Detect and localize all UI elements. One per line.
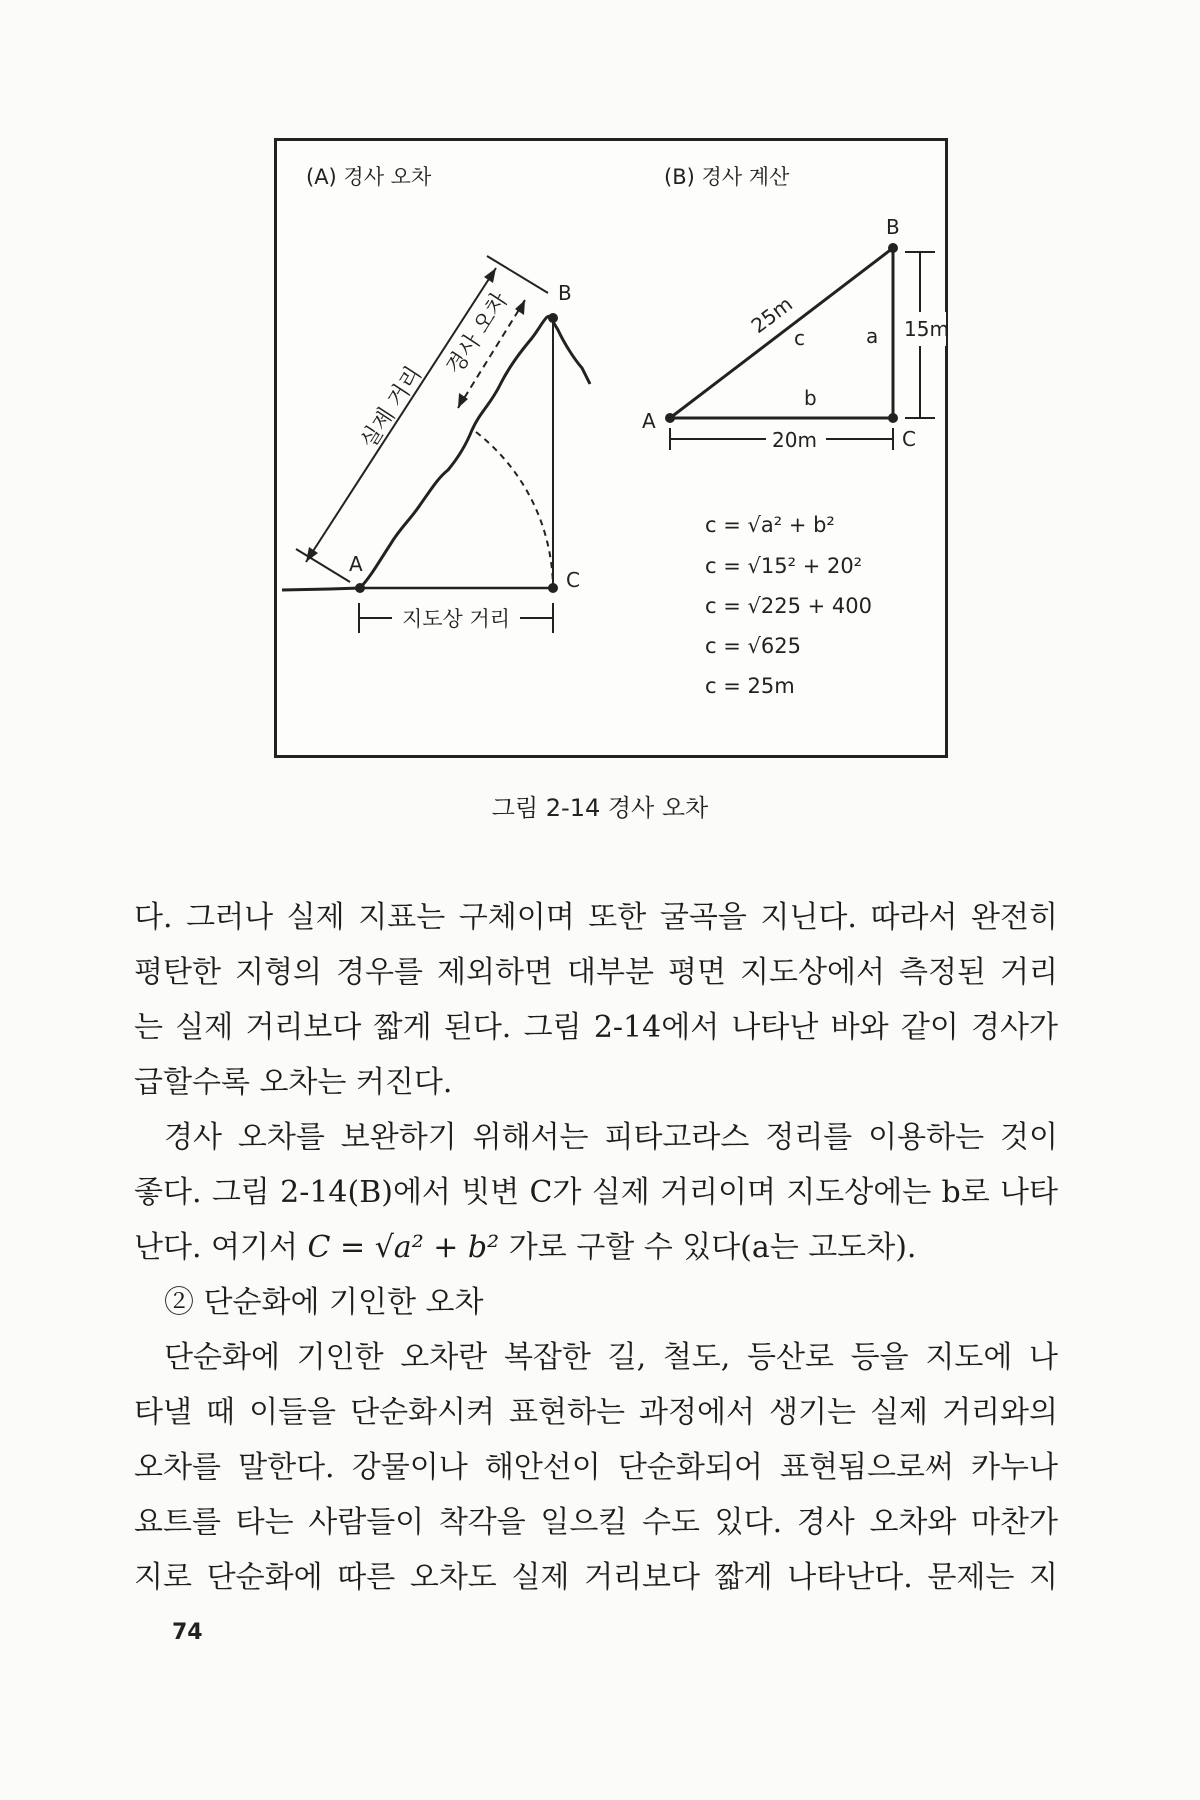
paragraph-line [134, 1220, 1058, 1275]
point-c-marker [548, 583, 558, 593]
paragraph-line: 지로 단순화에 따른 오차도 실제 거리보다 짧게 나타난다. 문제는 지 [134, 1560, 1058, 1595]
paragraph-line: 평탄한 지형의 경우를 제외하면 대부분 평면 지도상에서 측정된 거리 [134, 955, 1058, 990]
paragraph-line: 좋다. 그림 2-14(B)에서 빗변 C가 실제 거리이며 지도상에는 b로 나타 [134, 1175, 1058, 1210]
tri-point-b: B [886, 215, 900, 239]
equation-1: c = √a² + b² [705, 513, 835, 537]
panel-b-title: (B) 경사 계산 [664, 165, 790, 189]
tri-base: 20m [772, 428, 817, 452]
section-heading: ② 단순화에 기인한 오차 [164, 1285, 484, 1320]
point-b-marker [548, 313, 558, 323]
panel-a-point-a: A [349, 552, 363, 576]
panel-a-point-c: C [566, 568, 580, 592]
equation-4: c = √625 [705, 634, 801, 658]
formula-suffix: 가로 구할 수 있다(a는 고도차). [508, 1230, 917, 1265]
tri-hyp-length: 25m [746, 291, 797, 338]
label-slope-error: 경사 오차 [442, 288, 514, 380]
paragraph-line: 다. 그러나 실제 지표는 구체이며 또한 굴곡을 지닌다. 따라서 완전히 [134, 900, 1058, 935]
tri-point-a: A [642, 409, 656, 433]
figure-2-14 [0, 0, 1200, 800]
paragraph-line: 는 실제 거리보다 짧게 된다. 그림 2-14에서 나타난 바와 같이 경사가 [134, 1010, 1058, 1045]
slope-error-arc [476, 432, 553, 588]
body-text [134, 890, 1058, 1605]
tri-height: 15m [904, 317, 949, 341]
page-number: 74 [172, 1620, 203, 1645]
panel-a-title: (A) 경사 오차 [306, 165, 432, 189]
paragraph-line: 요트를 타는 사람들이 착각을 일으킬 수도 있다. 경사 오차와 마찬가 [134, 1505, 1058, 1540]
equation-3: c = √225 + 400 [705, 594, 872, 618]
paragraph-line: 경사 오차를 보완하기 위해서는 피타고라스 정리를 이용하는 것이 [164, 1120, 1058, 1155]
tri-point-a-marker [665, 413, 675, 423]
tri-side-b: b [804, 386, 817, 410]
terrain-profile [282, 316, 590, 590]
panel-a-point-b: B [558, 281, 572, 305]
tri-point-b-marker [888, 243, 898, 253]
tri-point-c: C [902, 427, 916, 451]
equation-2: c = √15² + 20² [705, 554, 863, 578]
pythagoras-triangle [670, 248, 893, 418]
tri-side-a: a [866, 324, 879, 348]
tri-point-c-marker [888, 413, 898, 423]
pythagoras-formula: C = √a² + b² [307, 1230, 500, 1265]
label-actual-distance: 실제 거리 [356, 362, 428, 454]
tri-side-c: c [794, 326, 805, 350]
paragraph-line: 타낼 때 이들을 단순화시켜 표현하는 과정에서 생기는 실제 거리와의 [134, 1395, 1058, 1430]
paragraph-line: 급할수록 오차는 커진다. [134, 1065, 453, 1100]
figure-caption: 그림 2-14 경사 오차 [491, 794, 709, 822]
point-a-marker [355, 583, 365, 593]
formula-prefix: 난다. 여기서 [134, 1230, 298, 1265]
label-map-distance: 지도상 거리 [401, 607, 511, 631]
arrow-head [484, 268, 496, 283]
actual-distance-tick [487, 256, 548, 293]
equation-5: c = 25m [705, 674, 795, 698]
paragraph-line: 단순화에 기인한 오차란 복잡한 길, 철도, 등산로 등을 지도에 나 [164, 1340, 1058, 1375]
paragraph-line: 오차를 말한다. 강물이나 해안선이 단순화되어 표현됨으로써 카누나 [134, 1450, 1058, 1485]
actual-distance-tick [296, 549, 350, 582]
